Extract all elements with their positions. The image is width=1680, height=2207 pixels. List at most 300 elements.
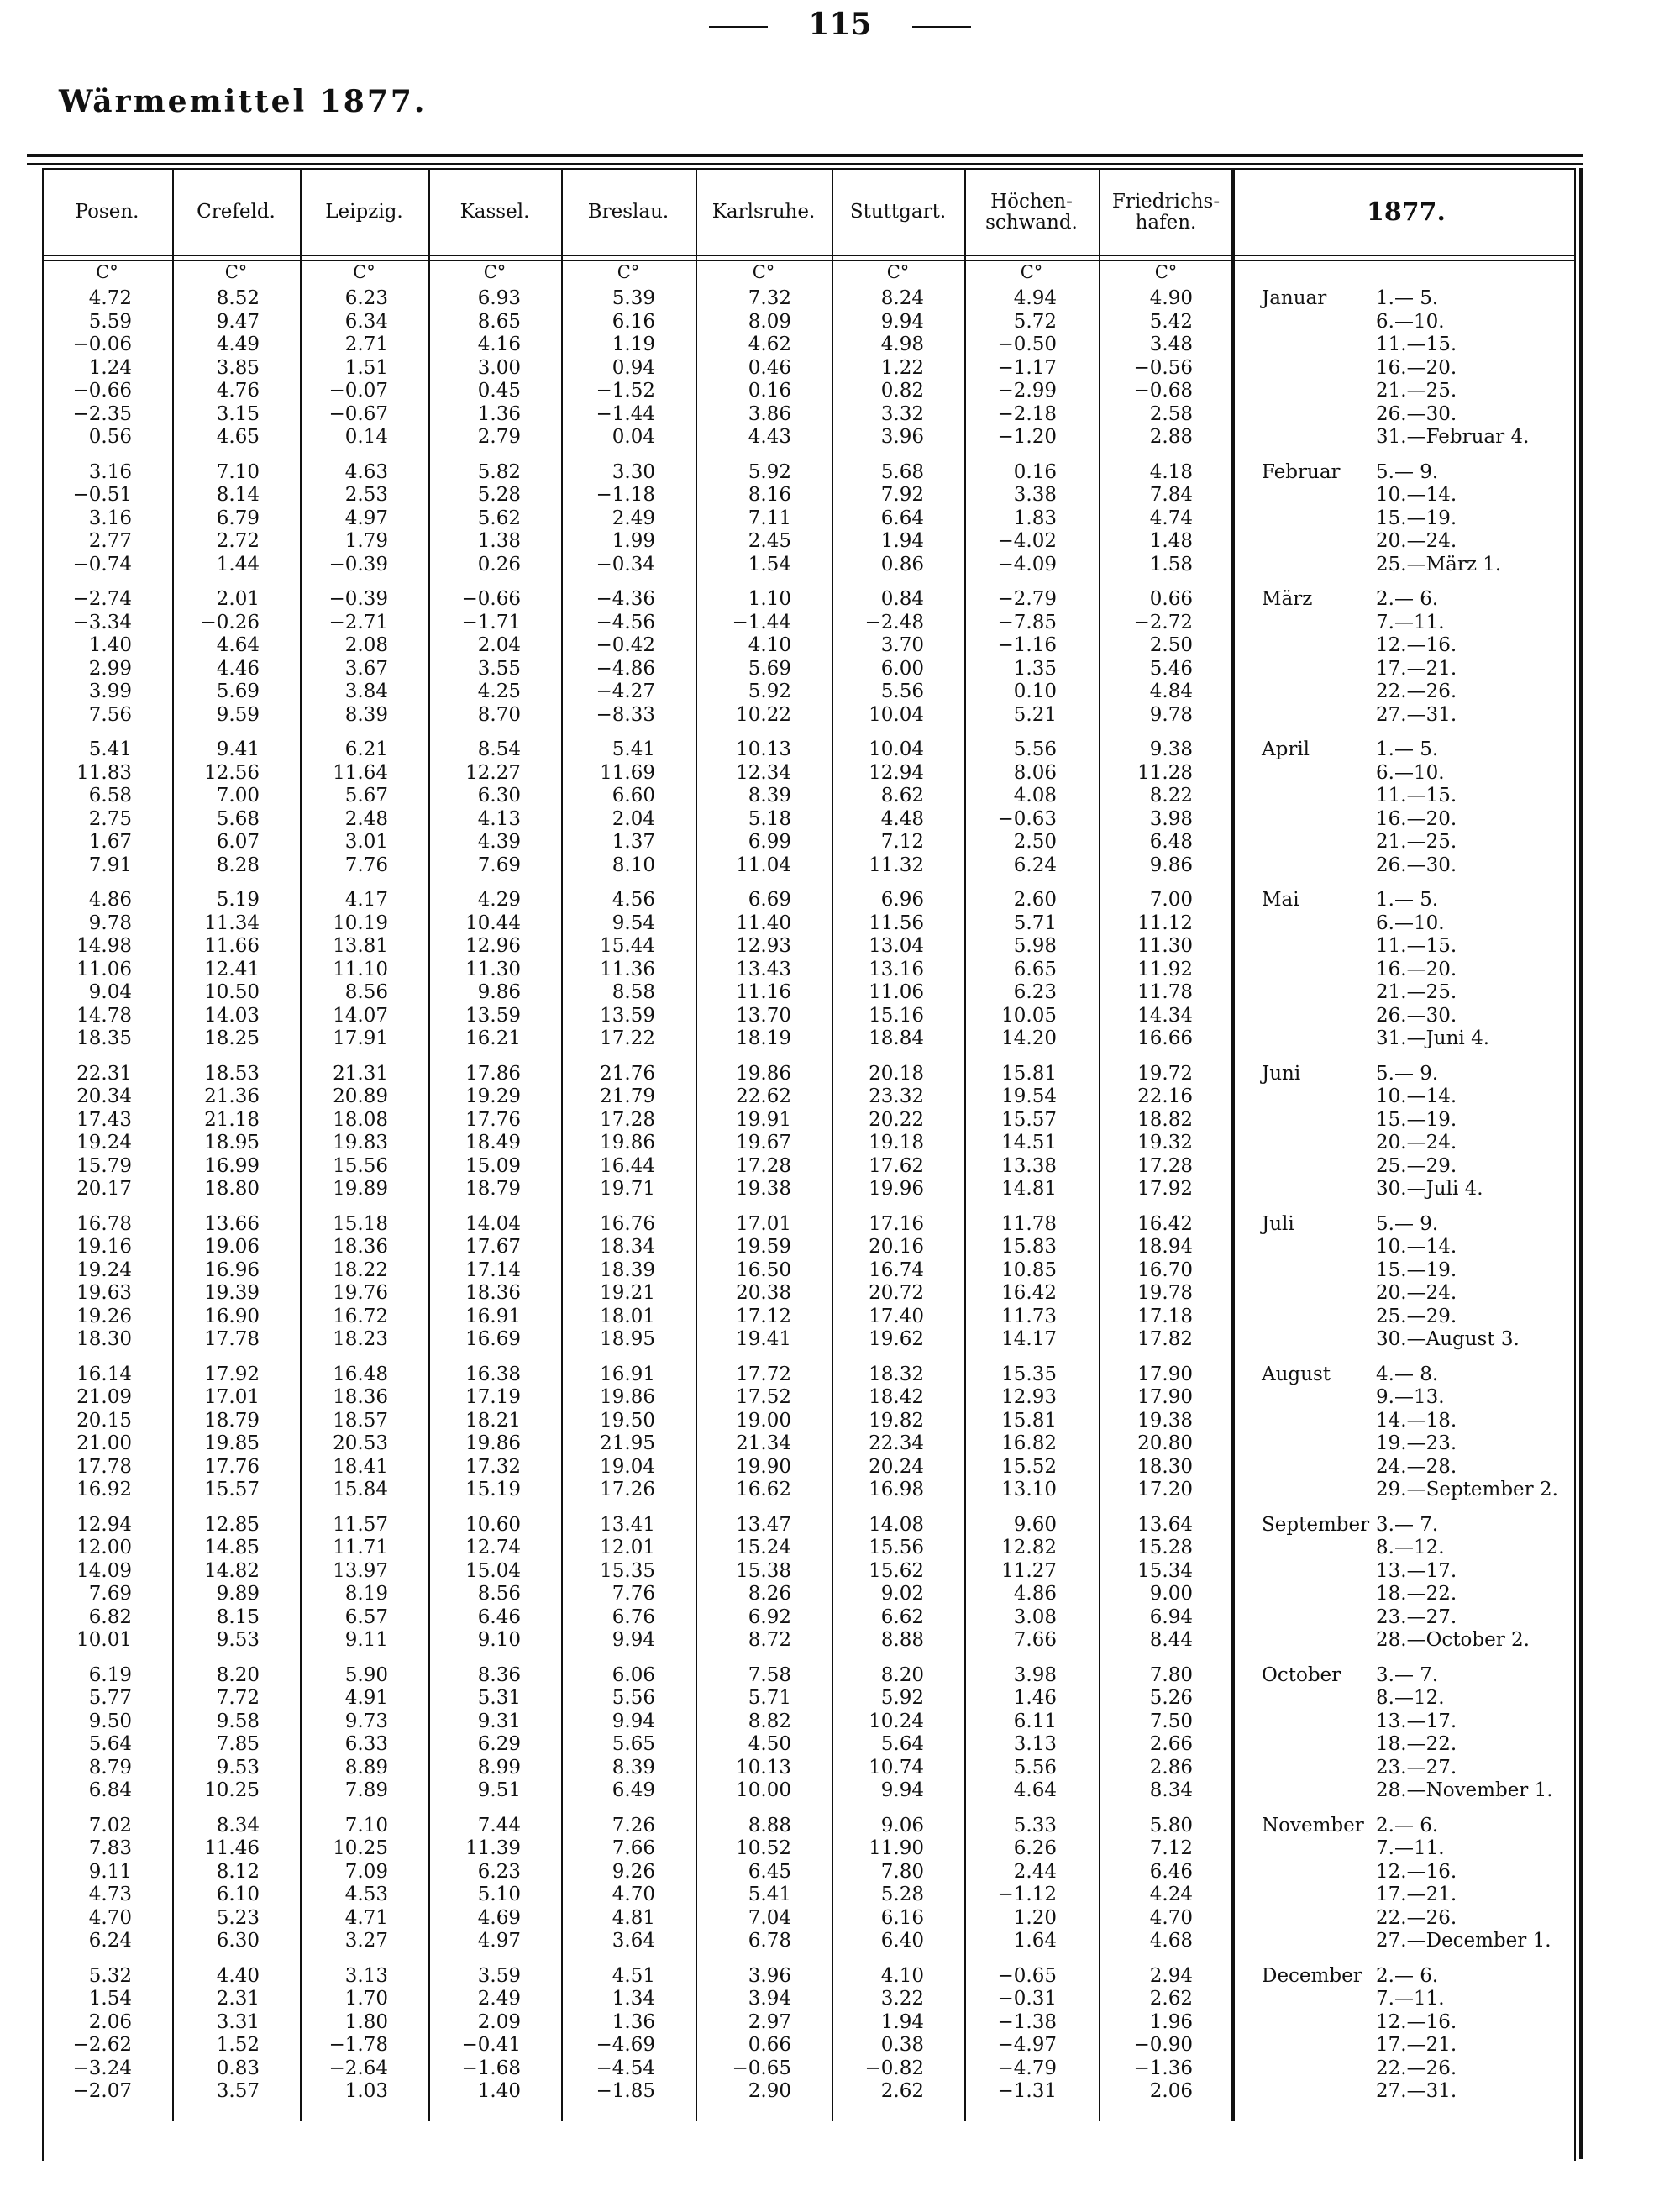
table-cell: 7.12	[880, 831, 924, 853]
table-cell: 19.41	[736, 1328, 791, 1350]
table-cell: 9.78	[1149, 703, 1193, 726]
table-cell: −0.39	[328, 588, 388, 610]
table-cell: 6.99	[748, 831, 791, 853]
date-range: 10.—14.	[1376, 1236, 1457, 1258]
table-cell: 6.60	[612, 785, 655, 807]
table-cell: 5.68	[880, 460, 924, 483]
date-range: 27.—December 1.	[1376, 1930, 1551, 1952]
table-cell: 1.20	[1013, 1906, 1057, 1929]
table-cell: 17.32	[465, 1455, 521, 1478]
table-cell: 4.97	[477, 1930, 521, 1952]
table-cell: 19.82	[869, 1409, 924, 1432]
table-cell: 19.63	[76, 1282, 132, 1304]
table-cell: 19.59	[736, 1236, 791, 1258]
table-cell: 4.48	[880, 807, 924, 830]
table-cell: 19.24	[76, 1259, 132, 1281]
table-cell: 3.16	[88, 507, 132, 529]
table-cell: −1.36	[1133, 2057, 1193, 2079]
table-cell: 17.90	[1137, 1386, 1193, 1408]
table-cell: 4.76	[216, 380, 260, 402]
table-cell: 8.34	[1149, 1779, 1193, 1801]
table-cell: −0.56	[1133, 356, 1193, 379]
table-cell: 10.00	[736, 1779, 791, 1801]
table-cell: 8.99	[477, 1756, 521, 1779]
table-cell: 4.43	[748, 426, 791, 448]
table-cell: 12.82	[1001, 1537, 1057, 1558]
table-cell: −4.36	[596, 588, 655, 610]
table-cell: 13.70	[736, 1004, 791, 1027]
table-cell: 18.34	[600, 1236, 655, 1258]
table-cell: 18.35	[76, 1027, 132, 1049]
table-cell: 16.91	[465, 1305, 521, 1327]
date-range: 23.—27.	[1376, 1605, 1457, 1628]
date-range: 17.—21.	[1376, 1884, 1457, 1905]
table-cell: 10.50	[204, 981, 260, 1003]
table-cell: 11.83	[76, 761, 132, 784]
table-cell: −0.63	[997, 807, 1057, 830]
table-cell: 4.64	[1013, 1779, 1057, 1801]
table-cell: −0.41	[461, 2034, 521, 2056]
table-cell: 7.44	[477, 1814, 521, 1837]
table-cell: 6.29	[477, 1733, 521, 1755]
table-cell: 11.90	[869, 1837, 924, 1859]
table-cell: 5.56	[880, 680, 924, 702]
table-cell: 14.07	[333, 1004, 388, 1027]
table-cell: 20.34	[76, 1085, 132, 1107]
date-range: 5.— 9.	[1376, 1062, 1439, 1085]
table-cell: −1.31	[997, 2080, 1057, 2102]
table-cell: 3.16	[88, 460, 132, 483]
table-cell: 8.12	[216, 1860, 260, 1883]
table-cell: 16.21	[465, 1027, 521, 1049]
column-header: Leipzig.	[325, 201, 403, 223]
table-cell: 18.94	[1137, 1236, 1193, 1258]
table-cell: 3.98	[1149, 807, 1193, 830]
page-number: 115	[808, 7, 872, 42]
dash-left	[709, 26, 768, 28]
table-cell: 2.62	[880, 2080, 924, 2102]
table-cell: 9.31	[477, 1710, 521, 1732]
month-label: April	[1262, 738, 1310, 760]
table-cell: 11.04	[736, 854, 791, 876]
table-cell: 13.66	[204, 1212, 260, 1235]
table-cell: 1.40	[477, 2080, 521, 2102]
table-cell: 20.15	[76, 1409, 132, 1432]
table-cell: 7.58	[748, 1663, 791, 1686]
table-cell: 5.72	[1013, 310, 1057, 333]
table-cell: 12.85	[204, 1513, 260, 1536]
table-cell: 5.32	[88, 1964, 132, 1987]
table-cell: 16.38	[465, 1363, 521, 1385]
table-cell: 14.81	[1001, 1178, 1057, 1200]
table-cell: 16.90	[204, 1305, 260, 1327]
table-cell: −0.39	[328, 553, 388, 575]
table-cell: 8.19	[344, 1583, 388, 1605]
date-range: 2.— 6.	[1376, 588, 1439, 610]
table-cell: 17.76	[465, 1108, 521, 1131]
table-cell: 17.62	[869, 1154, 924, 1177]
table-cell: 3.67	[344, 657, 388, 680]
table-cell: 4.50	[748, 1733, 791, 1755]
table-cell: 18.21	[465, 1409, 521, 1432]
date-range: 1.— 5.	[1376, 889, 1439, 911]
table-cell: 3.96	[880, 426, 924, 448]
table-cell: 4.10	[748, 634, 791, 656]
table-cell: 5.64	[880, 1733, 924, 1755]
table-cell: 18.95	[204, 1132, 260, 1153]
table-cell: 5.82	[477, 460, 521, 483]
table-cell: 0.84	[880, 588, 924, 610]
table-cell: 17.52	[736, 1386, 791, 1408]
table-cell: 8.56	[477, 1583, 521, 1605]
table-cell: 5.92	[748, 460, 791, 483]
table-cell: 14.51	[1001, 1132, 1057, 1153]
table-cell: 3.85	[216, 356, 260, 379]
table-cell: 10.74	[869, 1756, 924, 1779]
table-cell: −2.74	[72, 588, 132, 610]
table-cell: 1.64	[1013, 1930, 1057, 1952]
table-frame	[42, 168, 1576, 2161]
table-cell: 11.30	[465, 958, 521, 980]
table-cell: 7.69	[88, 1583, 132, 1605]
table-cell: 0.82	[880, 380, 924, 402]
table-cell: 20.80	[1137, 1432, 1193, 1454]
table-cell: 20.18	[869, 1062, 924, 1085]
table-cell: −0.50	[997, 334, 1057, 355]
table-cell: 15.57	[1001, 1108, 1057, 1131]
table-cell: 10.01	[76, 1629, 132, 1651]
column-header: Breslau.	[587, 201, 669, 223]
table-cell: 6.82	[88, 1605, 132, 1628]
table-cell: 4.56	[612, 889, 655, 911]
table-cell: 7.66	[612, 1837, 655, 1859]
table-cell: 4.91	[344, 1687, 388, 1709]
table-cell: 17.26	[600, 1479, 655, 1500]
table-cell: 4.70	[1149, 1906, 1193, 1929]
table-cell: 3.84	[344, 680, 388, 702]
date-range: 19.—23.	[1376, 1432, 1457, 1454]
table-cell: 8.22	[1149, 785, 1193, 807]
table-cell: 6.16	[880, 1906, 924, 1929]
table-cell: 21.00	[76, 1432, 132, 1454]
column-rule	[1233, 168, 1235, 2121]
table-cell: 2.49	[477, 1988, 521, 2010]
table-cell: 9.53	[216, 1629, 260, 1651]
table-cell: 1.80	[344, 2010, 388, 2033]
table-cell: 4.90	[1149, 287, 1193, 309]
table-cell: 11.06	[76, 958, 132, 980]
date-range: 9.—13.	[1376, 1386, 1445, 1408]
table-cell: 5.69	[748, 657, 791, 680]
table-cell: 2.09	[477, 2010, 521, 2033]
table-cell: 18.19	[736, 1027, 791, 1049]
table-cell: 11.16	[736, 981, 791, 1003]
table-cell: 5.41	[88, 738, 132, 760]
date-range: 20.—24.	[1376, 530, 1457, 552]
table-cell: 5.31	[477, 1687, 521, 1709]
table-cell: 6.48	[1149, 831, 1193, 853]
table-cell: 17.28	[1137, 1154, 1193, 1177]
table-cell: 1.54	[88, 1988, 132, 2010]
date-range: 5.— 9.	[1376, 1212, 1439, 1235]
table-cell: 2.45	[748, 530, 791, 552]
table-cell: 5.92	[880, 1687, 924, 1709]
table-cell: 4.70	[612, 1884, 655, 1905]
table-cell: 15.84	[333, 1479, 388, 1500]
table-cell: 18.79	[465, 1178, 521, 1200]
table-cell: 19.32	[1137, 1132, 1193, 1153]
table-cell: 1.67	[88, 831, 132, 853]
table-cell: 16.66	[1137, 1027, 1193, 1049]
table-cell: 18.80	[204, 1178, 260, 1200]
table-cell: 7.50	[1149, 1710, 1193, 1732]
table-cell: 5.23	[216, 1906, 260, 1929]
table-cell: 6.69	[748, 889, 791, 911]
column-rule-double	[1231, 168, 1233, 2121]
table-cell: 3.48	[1149, 334, 1193, 355]
table-cell: 0.16	[748, 380, 791, 402]
table-cell: 9.41	[216, 738, 260, 760]
table-cell: 5.41	[612, 738, 655, 760]
table-cell: 3.13	[344, 1964, 388, 1987]
table-cell: 10.22	[736, 703, 791, 726]
table-cell: 1.96	[1149, 2010, 1193, 2033]
table-cell: 6.79	[216, 507, 260, 529]
table-cell: 6.34	[344, 310, 388, 333]
table-cell: −2.79	[997, 588, 1057, 610]
table-cell: 4.51	[612, 1964, 655, 1987]
table-cell: 11.34	[204, 912, 260, 934]
table-cell: 4.69	[477, 1906, 521, 1929]
table-cell: 20.24	[869, 1455, 924, 1478]
top-rule	[27, 154, 1583, 165]
table-cell: 7.80	[1149, 1663, 1193, 1686]
table-cell: 8.62	[880, 785, 924, 807]
date-range: 30.—Juli 4.	[1376, 1178, 1483, 1200]
table-cell: 11.12	[1137, 912, 1193, 934]
date-range: 21.—25.	[1376, 831, 1457, 853]
table-cell: 17.72	[736, 1363, 791, 1385]
table-cell: 18.30	[76, 1328, 132, 1350]
table-cell: 3.96	[748, 1964, 791, 1987]
table-cell: 7.56	[88, 703, 132, 726]
month-label: August	[1262, 1363, 1331, 1385]
table-cell: 5.18	[748, 807, 791, 830]
date-range: 3.— 7.	[1376, 1513, 1439, 1536]
table-cell: 9.94	[880, 310, 924, 333]
table-cell: 8.39	[748, 785, 791, 807]
table-cell: 9.04	[88, 981, 132, 1003]
table-cell: 13.10	[1001, 1479, 1057, 1500]
table-cell: 15.81	[1001, 1062, 1057, 1085]
table-cell: 9.78	[88, 912, 132, 934]
date-range: 15.—19.	[1376, 507, 1457, 529]
table-cell: 8.56	[344, 981, 388, 1003]
date-range: 22.—26.	[1376, 2057, 1457, 2079]
table-cell: 11.40	[736, 912, 791, 934]
table-cell: 19.96	[869, 1178, 924, 1200]
table-cell: 7.76	[344, 854, 388, 876]
table-cell: 17.01	[736, 1212, 791, 1235]
table-cell: −4.54	[596, 2057, 655, 2079]
table-cell: 8.39	[612, 1756, 655, 1779]
table-cell: 5.80	[1149, 1814, 1193, 1837]
date-range: 14.—18.	[1376, 1409, 1457, 1432]
table-cell: 19.06	[204, 1236, 260, 1258]
table-cell: 5.71	[748, 1687, 791, 1709]
table-cell: 9.02	[880, 1583, 924, 1605]
table-cell: 18.84	[869, 1027, 924, 1049]
date-range: 11.—15.	[1376, 935, 1457, 957]
table-cell: 2.48	[344, 807, 388, 830]
table-cell: 11.56	[869, 912, 924, 934]
table-cell: 1.94	[880, 2010, 924, 2033]
date-range: 13.—17.	[1376, 1710, 1457, 1732]
table-cell: 11.71	[333, 1537, 388, 1558]
table-cell: −1.71	[461, 611, 521, 633]
table-cell: 6.26	[1013, 1837, 1057, 1859]
date-range: 2.— 6.	[1376, 1964, 1439, 1987]
table-cell: 22.31	[76, 1062, 132, 1085]
table-cell: 6.93	[477, 287, 521, 309]
table-cell: 18.82	[1137, 1108, 1193, 1131]
column-header: Posen.	[75, 201, 139, 223]
table-cell: 0.26	[477, 553, 521, 575]
table-cell: 0.66	[748, 2034, 791, 2056]
month-label: Juni	[1262, 1062, 1301, 1085]
table-cell: 8.44	[1149, 1629, 1193, 1651]
table-cell: 19.21	[600, 1282, 655, 1304]
table-cell: 11.66	[204, 935, 260, 957]
date-range: 16.—20.	[1376, 807, 1457, 830]
table-cell: 17.92	[1137, 1178, 1193, 1200]
table-cell: 19.83	[333, 1132, 388, 1153]
month-label: März	[1262, 588, 1313, 610]
table-cell: 17.28	[736, 1154, 791, 1177]
table-cell: 5.67	[344, 785, 388, 807]
table-cell: 10.13	[736, 1756, 791, 1779]
table-cell: 2.72	[216, 530, 260, 552]
table-cell: 7.10	[344, 1814, 388, 1837]
table-cell: 2.79	[477, 426, 521, 448]
table-cell: 19.54	[1001, 1085, 1057, 1107]
table-cell: 8.54	[477, 738, 521, 760]
date-range: 28.—October 2.	[1376, 1629, 1530, 1651]
table-cell: 4.74	[1149, 507, 1193, 529]
table-cell: 3.13	[1013, 1733, 1057, 1755]
table-cell: 19.24	[76, 1132, 132, 1153]
unit-label: C°	[1154, 262, 1178, 282]
table-cell: 15.38	[736, 1559, 791, 1582]
date-range: 11.—15.	[1376, 334, 1457, 355]
table-cell: 16.72	[333, 1305, 388, 1327]
table-cell: 14.85	[204, 1537, 260, 1558]
table-cell: 16.99	[204, 1154, 260, 1177]
table-cell: 14.98	[76, 935, 132, 957]
table-cell: 9.11	[88, 1860, 132, 1883]
table-cell: 6.45	[748, 1860, 791, 1883]
table-cell: 10.52	[736, 1837, 791, 1859]
table-cell: 12.93	[1001, 1386, 1057, 1408]
table-cell: 6.24	[1013, 854, 1057, 876]
table-cell: 16.44	[600, 1154, 655, 1177]
date-range: 4.— 8.	[1376, 1363, 1439, 1385]
table-cell: −2.64	[328, 2057, 388, 2079]
table-cell: −0.34	[596, 553, 655, 575]
table-cell: 12.00	[76, 1537, 132, 1558]
table-cell: 4.10	[880, 1964, 924, 1987]
table-cell: 3.99	[88, 680, 132, 702]
table-cell: 6.30	[216, 1930, 260, 1952]
table-cell: 17.16	[869, 1212, 924, 1235]
table-cell: 1.36	[477, 402, 521, 425]
table-cell: 15.44	[600, 935, 655, 957]
date-range: 7.—11.	[1376, 1837, 1445, 1859]
column-header: Kassel.	[459, 201, 530, 223]
table-cell: 20.22	[869, 1108, 924, 1131]
table-cell: 17.14	[465, 1259, 521, 1281]
table-cell: 2.08	[344, 634, 388, 656]
table-cell: 11.36	[600, 958, 655, 980]
table-cell: 12.34	[736, 761, 791, 784]
table-cell: 7.92	[880, 484, 924, 506]
table-cell: 15.56	[333, 1154, 388, 1177]
table-cell: 19.91	[736, 1108, 791, 1131]
table-cell: 6.07	[216, 831, 260, 853]
table-cell: 9.60	[1013, 1513, 1057, 1536]
table-cell: 9.58	[216, 1710, 260, 1732]
date-range: 17.—21.	[1376, 657, 1457, 680]
table-cell: 2.75	[88, 807, 132, 830]
table-cell: 12.74	[465, 1537, 521, 1558]
table-cell: 8.20	[216, 1663, 260, 1686]
table-cell: 18.25	[204, 1027, 260, 1049]
date-range: 1.— 5.	[1376, 287, 1439, 309]
table-cell: 7.02	[88, 1814, 132, 1837]
table-cell: −1.18	[596, 484, 655, 506]
table-cell: 6.19	[88, 1663, 132, 1686]
table-cell: 3.64	[612, 1930, 655, 1952]
date-range: 17.—21.	[1376, 2034, 1457, 2056]
table-cell: 8.14	[216, 484, 260, 506]
date-range: 1.— 5.	[1376, 738, 1439, 760]
table-cell: 15.83	[1001, 1236, 1057, 1258]
table-cell: 6.94	[1149, 1605, 1193, 1628]
table-cell: 7.69	[477, 854, 521, 876]
table-cell: 0.16	[1013, 460, 1057, 483]
table-cell: 5.92	[748, 680, 791, 702]
date-range: 21.—25.	[1376, 380, 1457, 402]
table-cell: 10.24	[869, 1710, 924, 1732]
table-cell: 6.57	[344, 1605, 388, 1628]
table-cell: 15.04	[465, 1559, 521, 1582]
date-range: 26.—30.	[1376, 854, 1457, 876]
table-cell: 19.71	[600, 1178, 655, 1200]
table-cell: 8.10	[612, 854, 655, 876]
table-cell: 7.00	[216, 785, 260, 807]
table-cell: 2.66	[1149, 1733, 1193, 1755]
table-cell: 7.91	[88, 854, 132, 876]
date-range: 15.—19.	[1376, 1259, 1457, 1281]
table-cell: 10.05	[1001, 1004, 1057, 1027]
column-header: Crefeld.	[197, 201, 276, 223]
table-cell: 1.22	[880, 356, 924, 379]
table-cell: 14.04	[465, 1212, 521, 1235]
table-cell: 6.76	[612, 1605, 655, 1628]
table-cell: 16.76	[600, 1212, 655, 1235]
table-cell: 19.39	[204, 1282, 260, 1304]
table-cell: 3.01	[344, 831, 388, 853]
